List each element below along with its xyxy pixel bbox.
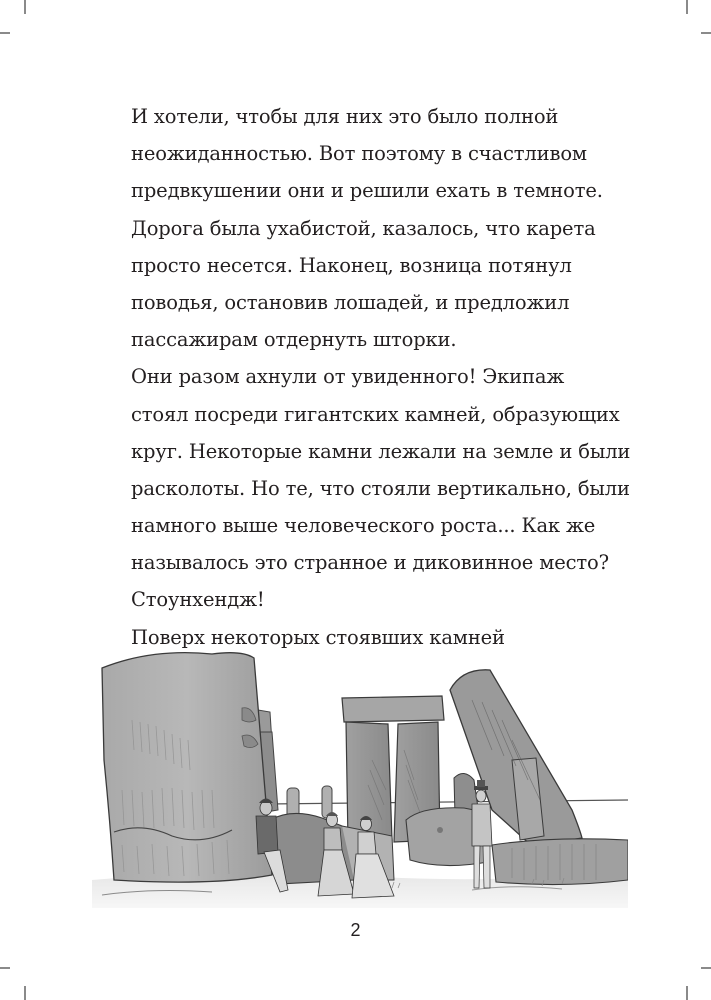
text-line: И хотели, чтобы для них это было полной (131, 105, 559, 128)
text-line: стоял посреди гигантских камней, образующих (131, 402, 620, 426)
text-line: поводья, остановив лошадей, и предложил (131, 290, 570, 314)
text-line: намного выше человеческого роста... Как же (131, 514, 596, 538)
body-text (131, 98, 631, 656)
text-line: круг. Некоторые камни лежали на земле и были (131, 439, 631, 463)
text-line: пассажирам отдернуть шторки. (131, 328, 457, 352)
crop-mark-top-right-horizontal (701, 32, 711, 34)
crop-mark-top-right-vertical (686, 0, 688, 14)
text-line: предвкушении они и решили ехать в темноте. (131, 179, 603, 203)
stonehenge-illustration (92, 640, 628, 908)
text-line: Поверх некоторых стоявших камней (131, 625, 505, 649)
text-line: Они разом ахнули от увиденного! Экипаж (131, 365, 565, 389)
text-line: Стоунхендж! (131, 588, 265, 612)
page-number: 2 (350, 920, 361, 940)
text-line: неожиданностью. Вот поэтому в счастливом (131, 142, 587, 166)
crop-mark-bottom-right-vertical (686, 986, 688, 1000)
text-line: Дорога была ухабистой, казалось, что карета (131, 216, 596, 240)
text-line: просто несется. Наконец, возница потянул (131, 253, 572, 277)
text-line: называлось это странное и диковинное место? (131, 551, 609, 575)
crop-mark-top-left-horizontal (0, 32, 10, 34)
crop-mark-top-left-vertical (24, 0, 26, 14)
crop-mark-bottom-left-vertical (24, 986, 26, 1000)
crop-mark-bottom-left-horizontal (0, 967, 10, 969)
crop-mark-bottom-right-horizontal (701, 967, 711, 969)
text-line: расколоты. Но те, что стояли вертикально, были (131, 476, 630, 500)
